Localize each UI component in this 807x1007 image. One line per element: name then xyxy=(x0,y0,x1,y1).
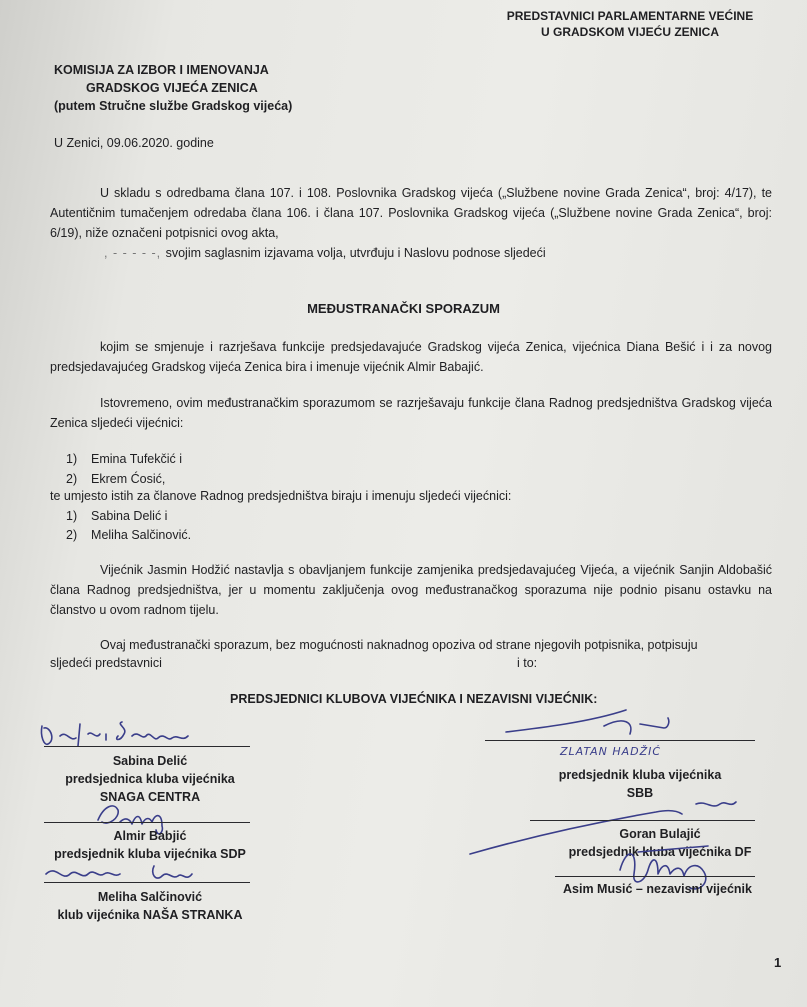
signature-line-right-2 xyxy=(530,820,755,821)
header-line-2: U GRADSKOM VIJEĆU ZENICA xyxy=(540,25,719,39)
signatory-name: Asim Musić – nezavisni vijećnik xyxy=(563,882,752,896)
intro-paragraph: U skladu s odredbama člana 107. i 108. Poslovnika Gradskog vijeća („Službene novine Grada Zenica“, broj: 4/17), te Autentičnim tumačenjem odredaba člana 106. i člana 107. Poslovnika Gradskog vijeća („Službene novine Grada Zenica“, broj: 6/19), niže označeni potpisnici ovog akta, xyxy=(50,186,772,240)
signature-line-right-3 xyxy=(555,876,755,877)
signatory-name: Meliha Salčinović xyxy=(97,890,203,904)
addressee-line-3: (putem Stručne službe Gradskog vijeća) xyxy=(54,99,293,113)
signature-meliha-salcinovic xyxy=(42,858,242,888)
addressee-line-1: KOMISIJA ZA IZBOR I IMENOVANJA xyxy=(54,63,269,77)
list-item: 1) Emina Tufekčić i xyxy=(66,452,183,466)
list-item: 1) Sabina Delić i xyxy=(66,509,168,523)
signatory-role: predsjednik kluba vijećnika DF xyxy=(568,845,752,859)
paragraph-signing-right: i to: xyxy=(517,656,538,670)
signatory-role: predsjednik kluba vijećnika SDP xyxy=(54,847,246,861)
list-item: 2) Meliha Salčinović. xyxy=(66,528,192,542)
signature-line-left-2 xyxy=(44,822,250,823)
signatory-name: Goran Bulajić xyxy=(619,827,701,841)
addressee-line-2: GRADSKOG VIJEĆA ZENICA xyxy=(86,81,258,95)
signatory-role: predsjednica kluba vijećnika xyxy=(65,772,235,786)
paragraph-signing: Ovaj međustranački sporazum, bez mogućnosti naknadnog opoziva od strane njegovih potpisnika, potpisuju xyxy=(100,638,698,652)
signatory-club: SNAGA CENTRA xyxy=(99,790,201,804)
intro-continuation: , - - - - -, svojim saglasnim izjavama volja, utvrđuju i Naslovu podnose sljedeći xyxy=(104,246,546,260)
signature-line-left-3 xyxy=(44,882,250,883)
signature-line-right-1 xyxy=(485,740,755,741)
signatory-club: klub vijećnika NAŠA STRANKA xyxy=(57,908,243,922)
paragraph-continuation: Vijećnik Jasmin Hodžić nastavlja s obavljanjem funkcije zamjenika predsjedavajućeg Vijeća, a vijećnik Sanjin Aldobašić člana Radnog predsjedništva, jer u momentu zaključenja ovog međustranačkog sporazuma nije podnio pisanu ostavku na članstvo u ovom radnom tijelu. xyxy=(50,563,772,617)
signature-sbb xyxy=(500,702,700,742)
document-title: MEĐUSTRANAČKI SPORAZUM xyxy=(307,301,500,316)
signature-line-left-1 xyxy=(44,746,250,747)
signatories-heading: PREDSJEDNICI KLUBOVA VIJEĆNIKA I NEZAVISNI VIJEĆNIK: xyxy=(230,692,598,706)
appointment-intro: te umjesto istih za članove Radnog predsjedništva biraju i imenuju sljedeći vijećnici: xyxy=(50,489,512,503)
paragraph-dismissal-presidency: Istovremeno, ovim međustranačkim sporazumom se razrješavaju funkcije člana Radnog predsjedništva Gradskog vijeća Zenica sljedeći vijećnici: xyxy=(50,396,772,430)
header-line-1: PREDSTAVNICI PARLAMENTARNE VEĆINE xyxy=(506,9,754,23)
paragraph-signing-left: sljedeći predstavnici xyxy=(50,656,162,670)
place-date: U Zenici, 09.06.2020. godine xyxy=(54,136,214,150)
signatory-sabina-delic xyxy=(30,752,270,806)
signatory-role: predsjednik kluba vijećnika xyxy=(558,768,722,782)
list-item: 2) Ekrem Ćosić, xyxy=(66,472,166,486)
signatory-sbb xyxy=(520,766,760,802)
page-number: 1 xyxy=(774,955,782,970)
signatory-name: Almir Babjić xyxy=(113,829,187,843)
signatory-meliha-salcinovic xyxy=(30,888,270,924)
paragraph-dismissal-chair: kojim se smjenuje i razrješava funkcije predsjedavajuće Gradskog vijeća Zenica, vijećnica Diana Bešić i i za novog predsjedavajućeg Gradskog vijeća Zenica bira i imenuje vijećnik Almir Babajić. xyxy=(50,340,772,374)
signatory-asim-music xyxy=(535,880,780,898)
handwritten-name-sbb: ZLATAN HADŽIĆ xyxy=(560,745,662,758)
header-sender xyxy=(480,8,780,40)
signatory-club: SBB xyxy=(626,786,654,800)
signatory-name: Sabina Delić xyxy=(112,754,188,768)
